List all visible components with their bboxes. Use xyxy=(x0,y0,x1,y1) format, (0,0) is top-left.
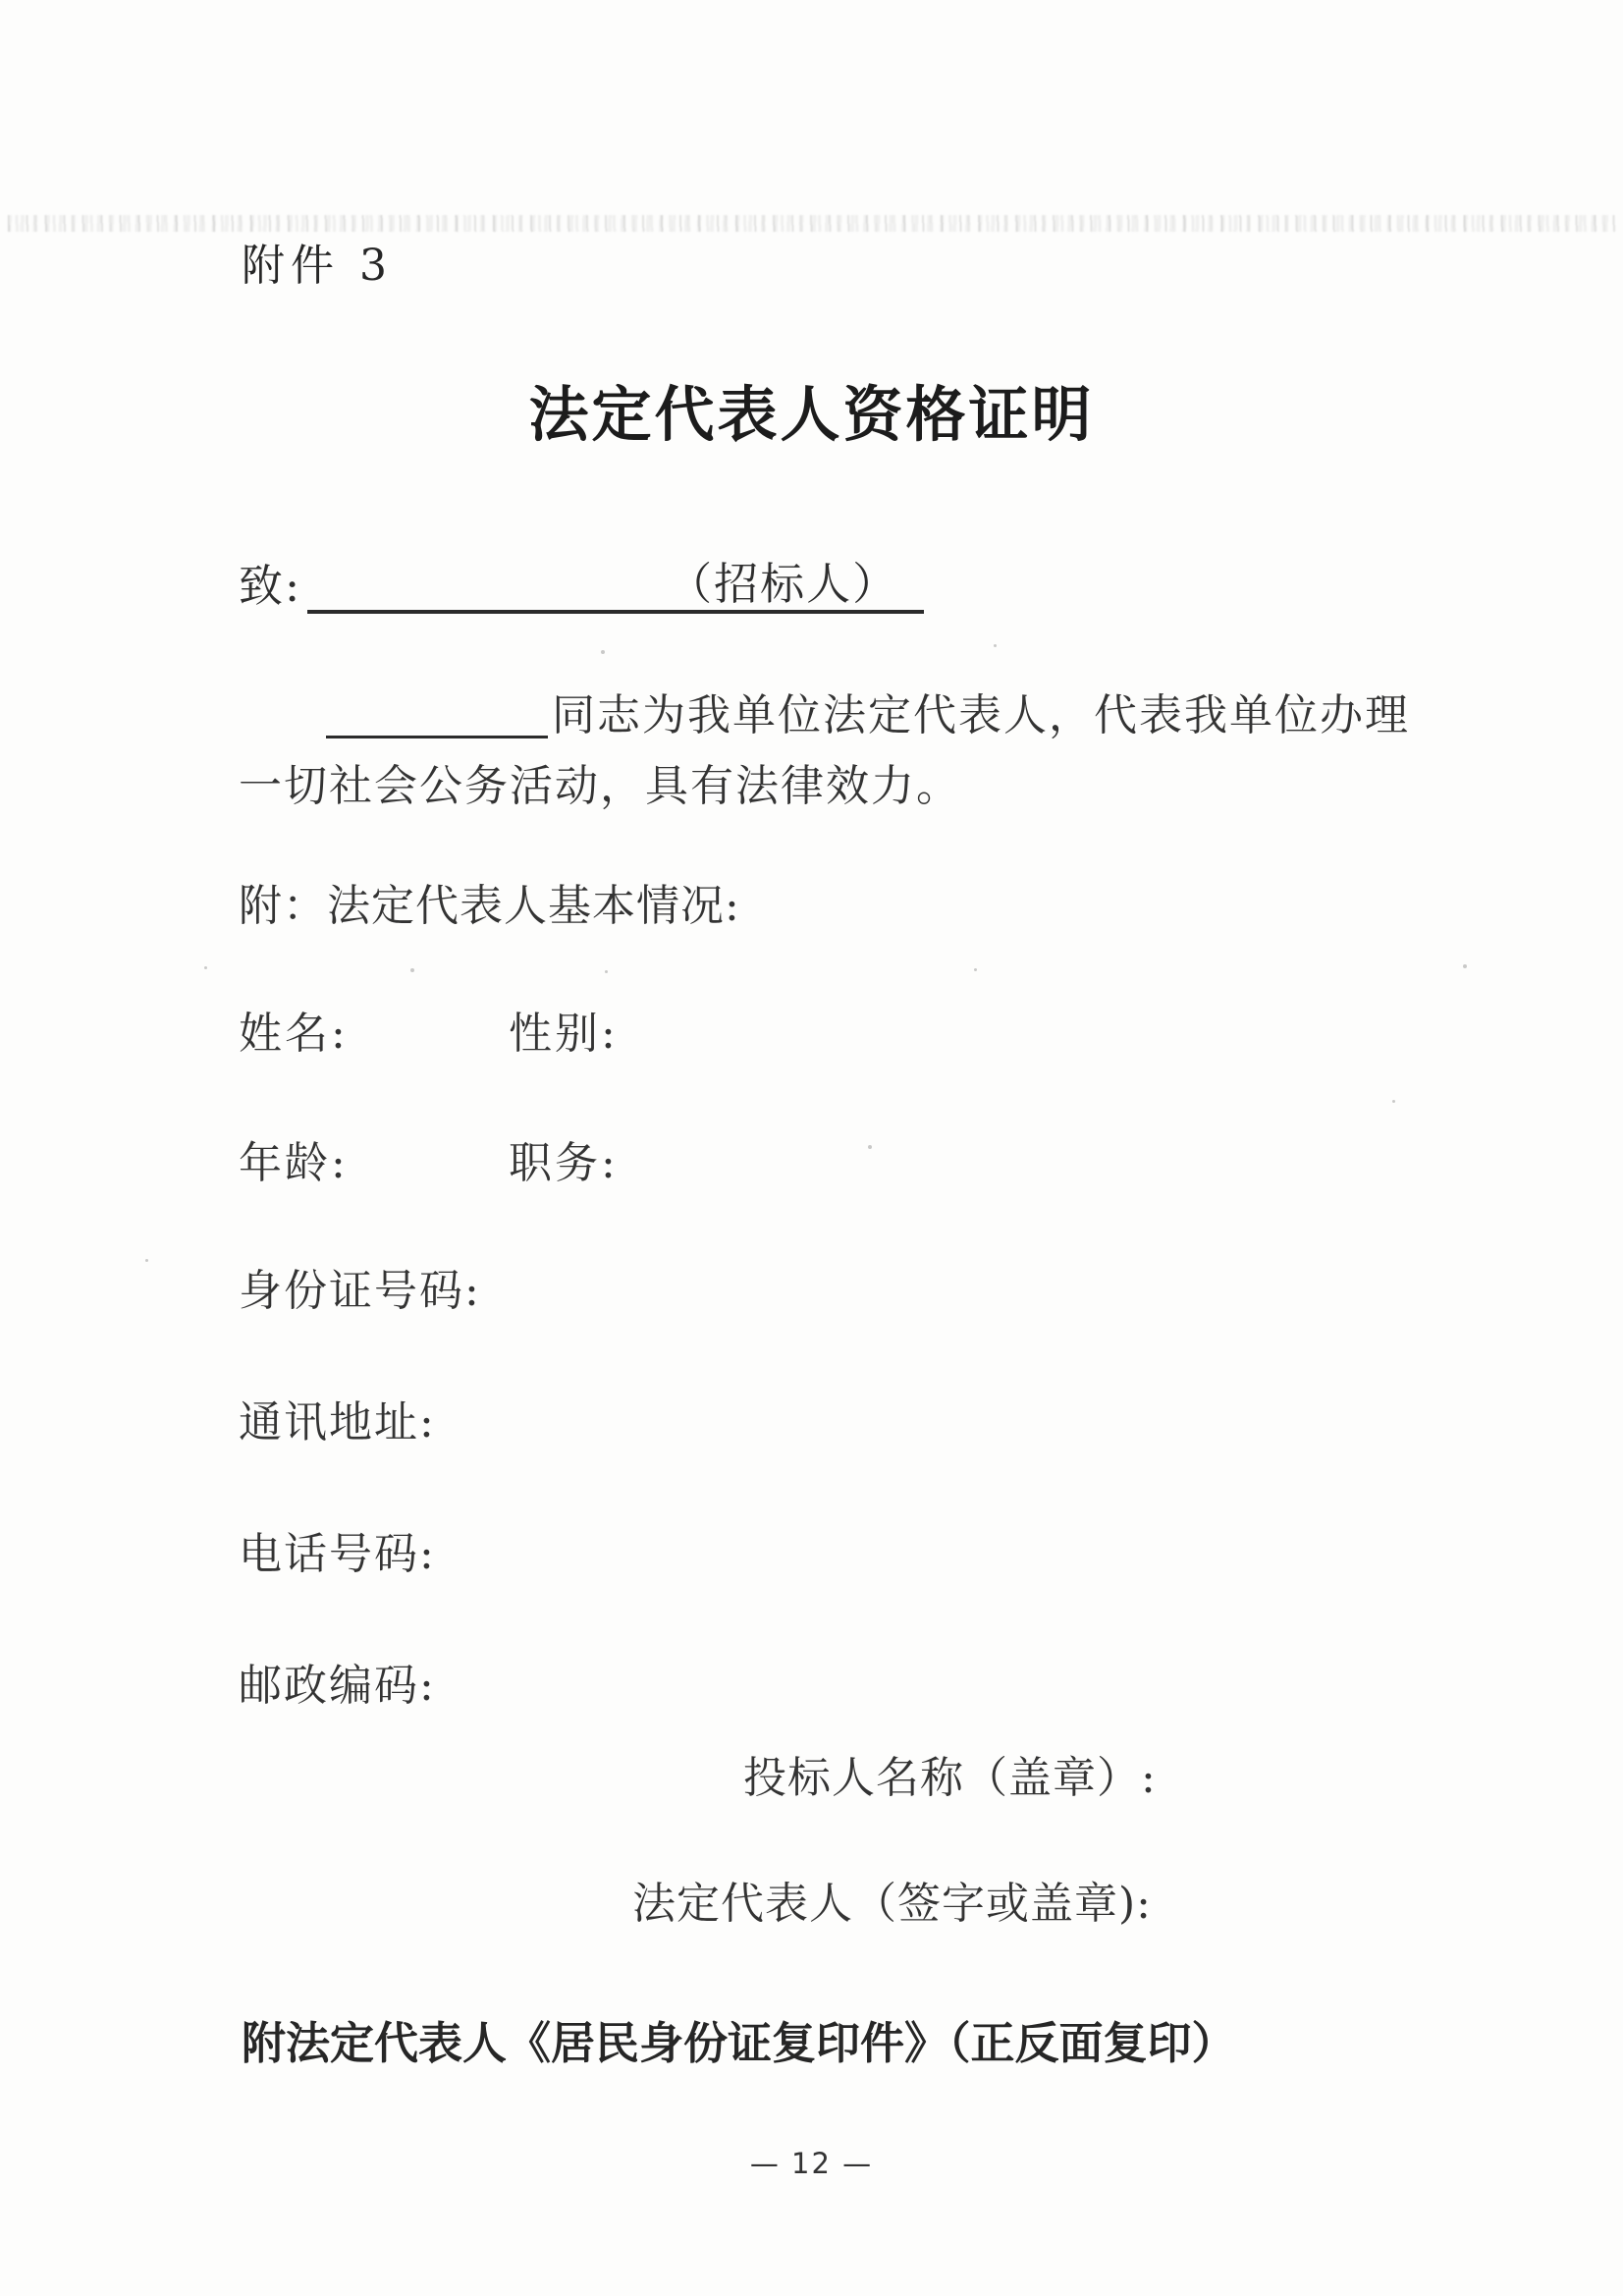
scan-speckle xyxy=(601,650,605,654)
scan-speckle xyxy=(1392,1100,1395,1103)
attachment-label: 附件 3 xyxy=(242,241,393,291)
body-line-1-text: 同志为我单位法定代表人，代表我单位办理 xyxy=(552,690,1410,740)
body-line-1 xyxy=(239,680,1410,742)
scan-speckle xyxy=(410,968,414,972)
page-number: — 12 — xyxy=(749,2147,874,2180)
scan-speckle xyxy=(974,968,977,971)
field-age-label: 年龄: xyxy=(239,1138,349,1188)
field-position-label: 职务: xyxy=(509,1138,619,1188)
field-gender-label: 性别: xyxy=(509,1009,619,1059)
scan-speckle xyxy=(605,970,608,973)
to-line xyxy=(239,550,924,614)
field-postal-code-label: 邮政编码: xyxy=(239,1661,436,1711)
field-phone-label: 电话号码: xyxy=(239,1529,436,1579)
scan-speckle xyxy=(994,644,997,647)
field-id-number-label: 身份证号码: xyxy=(239,1266,481,1316)
attachment-note: 附：法定代表人基本情况: xyxy=(239,881,740,931)
bidder-hint: （招标人） xyxy=(668,558,899,610)
field-name-label: 姓名: xyxy=(239,1009,349,1059)
field-address-label: 通讯地址: xyxy=(239,1397,436,1448)
scan-speckle xyxy=(1463,964,1467,968)
recipient-blank-line xyxy=(307,555,924,614)
legal-rep-signature-line: 法定代表人（签字或盖章): xyxy=(632,1879,1152,1929)
bidder-name-seal-line: 投标人名称（盖章）: xyxy=(743,1753,1157,1803)
scan-speckle xyxy=(145,1259,148,1262)
to-label: 致: xyxy=(239,560,302,612)
document-title: 法定代表人资格证明 xyxy=(528,380,1095,450)
id-copy-note: 附法定代表人《居民身份证复印件》（正反面复印） xyxy=(242,2017,1236,2069)
scan-speckle xyxy=(204,966,207,969)
legal-rep-name-blank-line xyxy=(326,686,548,738)
body-line-2: 一切社会公务活动，具有法律效力。 xyxy=(239,761,961,811)
scan-speckle xyxy=(868,1145,872,1149)
